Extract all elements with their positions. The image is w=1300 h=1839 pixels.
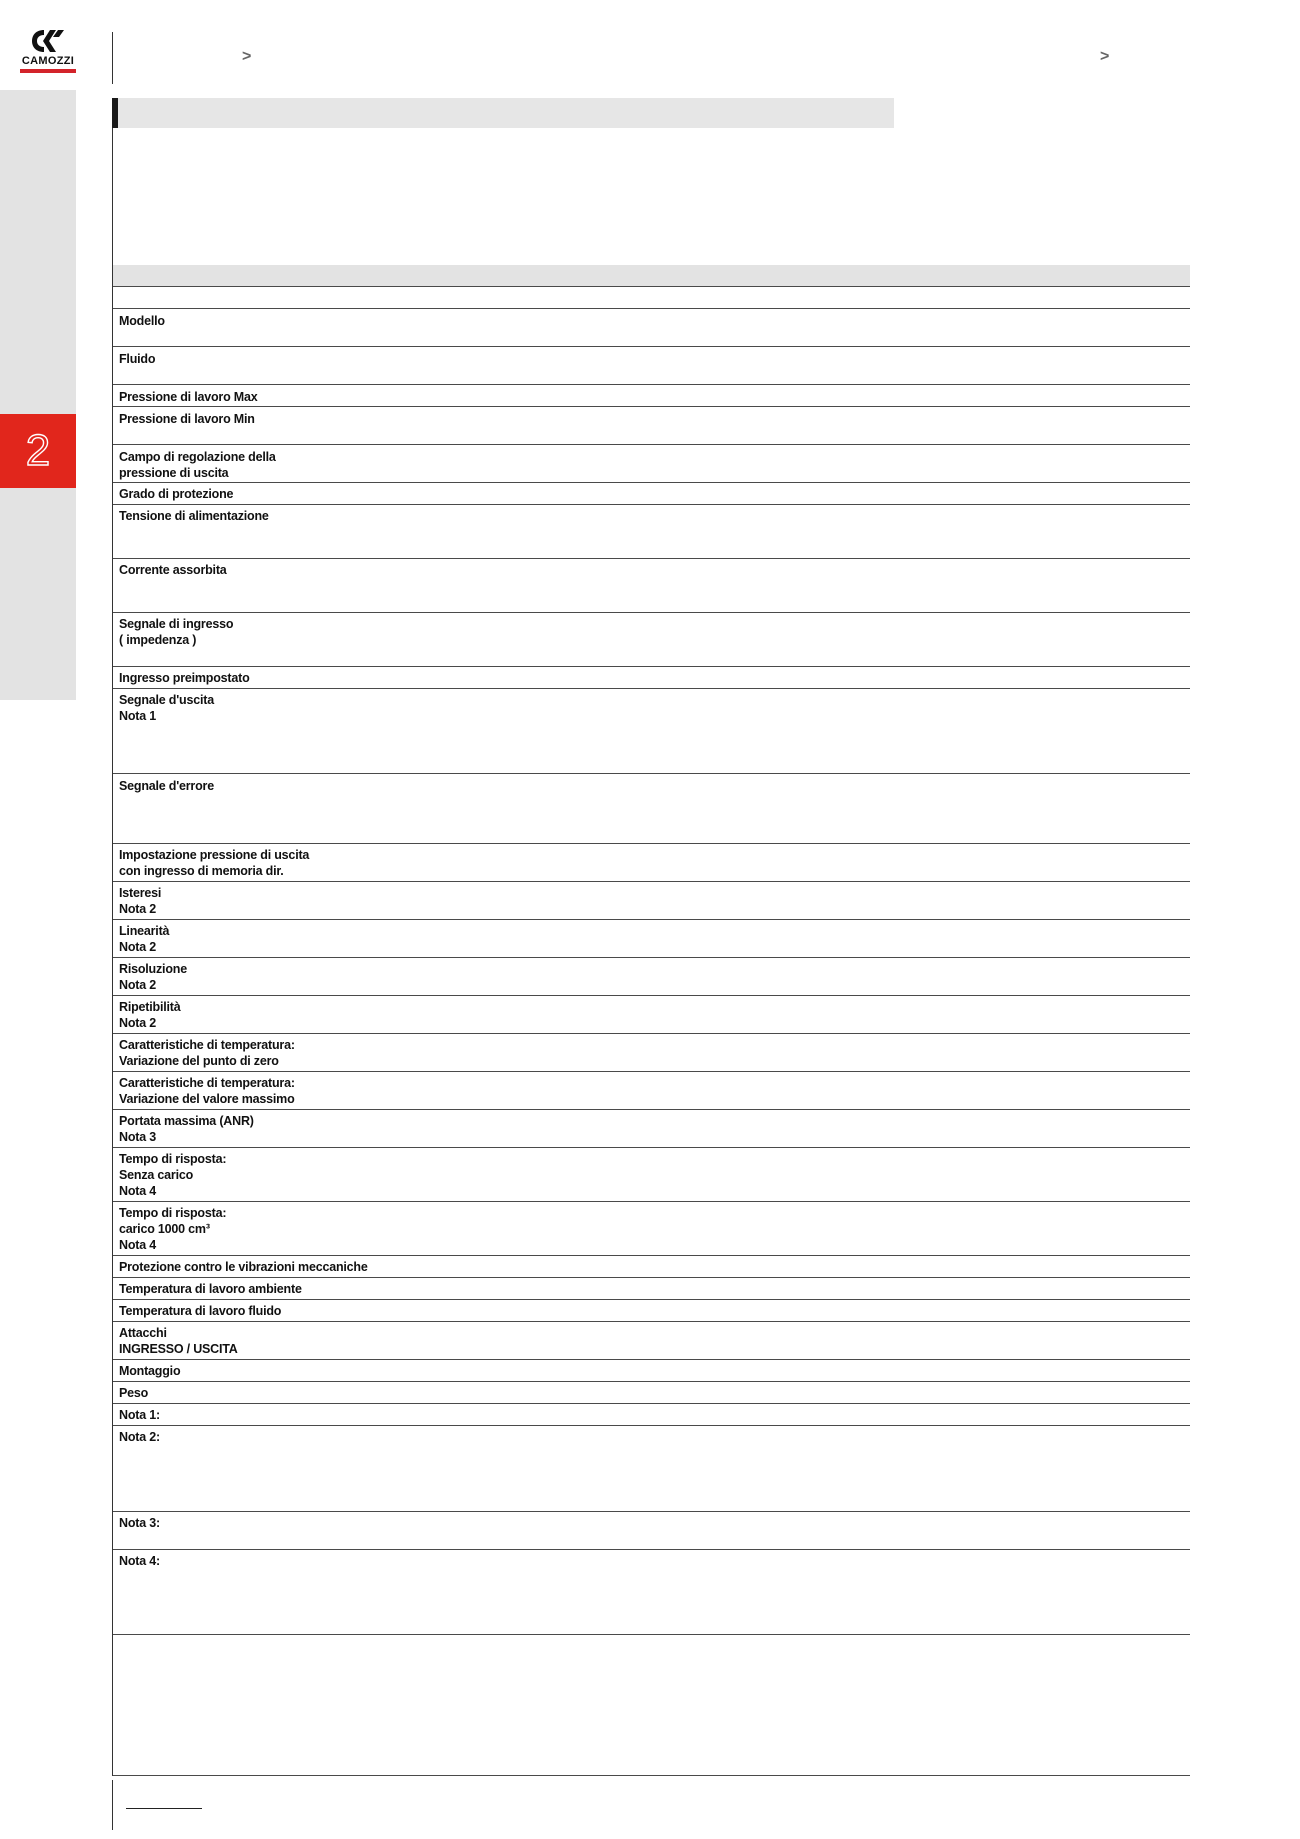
table-rule (113, 666, 1190, 667)
table-rule (113, 346, 1190, 347)
row-label: Caratteristiche di temperatura: Variazione del valore massimo (119, 1076, 295, 1106)
row-label: Portata massima (ANR) Nota 3 (119, 1114, 254, 1144)
row-label: Nota 3: (119, 1516, 160, 1530)
table-rule (113, 504, 1190, 505)
row-label: Corrente assorbita (119, 563, 227, 577)
row-label: Pressione di lavoro Min (119, 412, 255, 426)
table-rule (113, 1277, 1190, 1278)
row-label: Protezione contro le vibrazioni meccaniche (119, 1260, 368, 1274)
header-divider (112, 32, 113, 84)
row-label: Tempo di risposta: carico 1000 cm³ Nota 4 (119, 1206, 227, 1252)
row-label: Nota 1: (119, 1408, 160, 1422)
row-label: Ripetibilità Nota 2 (119, 1000, 181, 1030)
row-label: Linearità Nota 2 (119, 924, 170, 954)
title-accent (112, 98, 118, 128)
row-label: Impostazione pressione di uscita con ingresso di memoria dir. (119, 848, 310, 878)
brand-underline (20, 69, 76, 73)
row-label: Pressione di lavoro Max (119, 390, 258, 404)
row-label: Fluido (119, 352, 156, 366)
row-label: Grado di protezione (119, 487, 234, 501)
table-rule (113, 1255, 1190, 1256)
table-rule (113, 612, 1190, 613)
row-label: Campo di regolazione della pressione di uscita (119, 450, 276, 480)
table-rule (113, 406, 1190, 407)
row-label: Risoluzione Nota 2 (119, 962, 187, 992)
row-label: Temperatura di lavoro ambiente (119, 1282, 302, 1296)
table-rule (113, 1425, 1190, 1426)
table-rule (113, 1634, 1190, 1635)
table-rule (113, 1147, 1190, 1148)
table-rule (113, 881, 1190, 882)
camozzi-logo-mark-icon (30, 28, 66, 54)
row-label: Segnale d'uscita Nota 1 (119, 693, 214, 723)
table-rule (113, 384, 1190, 385)
row-label: Attacchi INGRESSO / USCITA (119, 1326, 238, 1356)
chapter-number: 2 (25, 426, 51, 475)
table-rule (113, 1321, 1190, 1322)
table-rule (113, 558, 1190, 559)
table-rule (113, 843, 1190, 844)
row-label: Tempo di risposta: Senza carico Nota 4 (119, 1152, 227, 1198)
row-label: Segnale d'errore (119, 779, 214, 793)
row-label: Ingresso preimpostato (119, 671, 250, 685)
table-rule (113, 1109, 1190, 1110)
table-rule (113, 1511, 1190, 1512)
chapter-tab[interactable] (0, 414, 76, 488)
table-rule (113, 919, 1190, 920)
row-label: Segnale di ingresso ( impedenza ) (119, 617, 234, 647)
table-rule (113, 1549, 1190, 1550)
table-rule (113, 1299, 1190, 1300)
table-rule (113, 1201, 1190, 1202)
table-rule (113, 1071, 1190, 1072)
breadcrumb-separator: > (242, 48, 252, 65)
row-label: Caratteristiche di temperatura: Variazione del punto di zero (119, 1038, 295, 1068)
row-label: Nota 4: (119, 1554, 160, 1568)
table-header (113, 265, 1190, 286)
footer-divider (112, 1780, 113, 1830)
table-rule (113, 688, 1190, 689)
camozzi-logo (18, 28, 78, 74)
row-label: Modello (119, 314, 165, 328)
table-rule (113, 444, 1190, 445)
brand-name: CAMOZZI (21, 55, 75, 67)
content-left-rule (112, 100, 113, 1776)
row-label: Nota 2: (119, 1430, 160, 1444)
row-label: Isteresi Nota 2 (119, 886, 162, 916)
side-tab-strip (0, 90, 76, 700)
row-label: Peso (119, 1386, 149, 1400)
table-rule (113, 1033, 1190, 1034)
row-label: Tensione di alimentazione (119, 509, 269, 523)
table-rule (113, 308, 1190, 309)
breadcrumb-separator: > (1100, 48, 1110, 65)
table-rule (113, 1403, 1190, 1404)
table-rule (113, 773, 1190, 774)
row-label: Temperatura di lavoro fluido (119, 1304, 282, 1318)
section-title-bar (112, 98, 894, 128)
row-label: Montaggio (119, 1364, 181, 1378)
table-rule (113, 995, 1190, 996)
table-rule (113, 482, 1190, 483)
footer-rule (126, 1808, 202, 1809)
table-rule (113, 1775, 1190, 1776)
table-rule (113, 1359, 1190, 1360)
table-rule (113, 1381, 1190, 1382)
table-rule (113, 286, 1190, 287)
table-rule (113, 957, 1190, 958)
